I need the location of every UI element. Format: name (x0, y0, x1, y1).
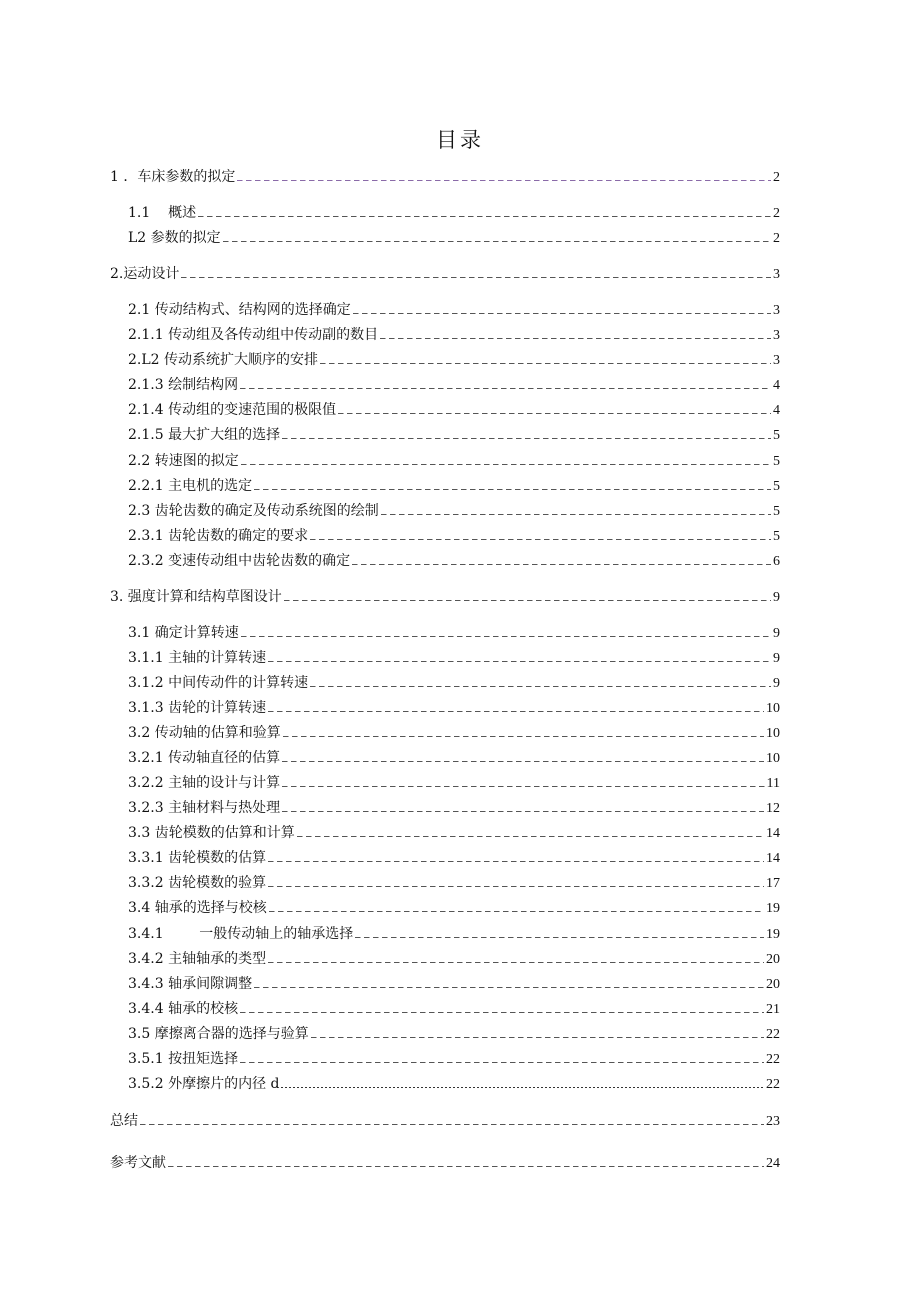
toc-entry-label: 3.1.3 齿轮的计算转速 (128, 700, 267, 716)
toc-entry[interactable] (128, 899, 780, 918)
toc-entry-label: L2 参数的拟定 (128, 230, 221, 246)
toc-entry[interactable] (128, 552, 780, 571)
toc-entry-label: 3.4.3 轴承间隙调整 (128, 976, 253, 992)
toc-entry[interactable] (110, 1154, 780, 1173)
toc-entry-label: 3.4.4 轴承的校核 (128, 1001, 239, 1017)
toc-leader (283, 736, 764, 737)
toc-leader (282, 438, 771, 439)
toc-entry[interactable] (128, 229, 780, 248)
toc-entry[interactable] (110, 265, 780, 284)
toc-leader (268, 962, 764, 963)
toc-entry-page: 3 (773, 328, 780, 343)
toc-entry-page: 19 (766, 927, 780, 942)
toc-entry-page: 14 (766, 851, 780, 866)
toc-entry-label: 3.2.1 传动轴直径的估算 (128, 750, 281, 766)
toc-entry[interactable] (128, 1025, 780, 1044)
toc-entry-label: 3.2.2 主轴的设计与计算 (128, 775, 281, 791)
toc-entry-page: 9 (773, 590, 780, 605)
toc-entry[interactable] (110, 168, 780, 187)
toc-entry-page: 10 (766, 751, 780, 766)
toc-leader (268, 711, 764, 712)
toc-entry-page: 14 (766, 826, 780, 841)
toc-entry-label: 2.运动设计 (110, 266, 180, 282)
toc-entry-label: 2.2 转速图的拟定 (128, 453, 239, 469)
toc-entry-page: 22 (766, 1077, 780, 1092)
toc-leader (281, 1087, 764, 1088)
toc-entry-page: 9 (773, 626, 780, 641)
toc-leader (338, 413, 771, 414)
toc-entry-label: 3.1.1 主轴的计算转速 (128, 650, 267, 666)
toc-entry-page: 21 (766, 1002, 780, 1017)
toc-leader (355, 937, 764, 938)
toc-entry-label: 2.3.2 变速传动组中齿轮齿数的确定 (128, 553, 351, 569)
toc-entry-page: 20 (766, 952, 780, 967)
toc-entry-label: 3.2 传动轴的估算和验算 (128, 725, 281, 741)
toc-entry[interactable] (128, 724, 780, 743)
toc-title: 目录 (436, 128, 484, 152)
toc-entry-label: 3.1.2 中间传动件的计算转速 (128, 675, 309, 691)
toc-entry[interactable] (128, 477, 780, 496)
toc-entry-page: 22 (766, 1027, 780, 1042)
toc-entry[interactable] (128, 925, 780, 944)
toc-entry-page: 5 (773, 454, 780, 469)
toc-leader (240, 1062, 764, 1063)
toc-entry[interactable] (128, 326, 780, 345)
toc-entry-page: 4 (773, 403, 780, 418)
toc-entry-page: 2 (773, 170, 780, 185)
toc-entry[interactable] (128, 824, 780, 843)
toc-leader (254, 489, 771, 490)
toc-entry-page: 20 (766, 977, 780, 992)
toc-entry[interactable] (128, 674, 780, 693)
toc-leader (311, 1037, 764, 1038)
toc-leader (223, 241, 771, 242)
toc-leader (168, 1166, 764, 1167)
toc-leader (282, 786, 764, 787)
toc-entry-page: 5 (773, 529, 780, 544)
toc-entry[interactable] (128, 351, 780, 370)
toc-leader (241, 464, 771, 465)
toc-leader (380, 338, 771, 339)
toc-entry-label: 3.1 确定计算转速 (128, 625, 239, 641)
toc-entry-page: 11 (766, 776, 780, 791)
toc-entry-page: 5 (773, 504, 780, 519)
toc-entry[interactable] (128, 874, 780, 893)
toc-entry[interactable] (128, 950, 780, 969)
toc-leader (241, 636, 771, 637)
toc-leader (310, 686, 771, 687)
toc-entry-label: 2.L2 传动系统扩大顺序的安排 (128, 352, 319, 368)
toc-entry[interactable] (128, 749, 780, 768)
toc-entry-page: 19 (766, 901, 780, 916)
toc-entry-label: 2.3 齿轮齿数的确定及传动系统图的绘制 (128, 503, 379, 519)
toc-entry-label: 3.4 轴承的选择与校核 (128, 900, 267, 916)
toc-entry-page: 3 (773, 303, 780, 318)
toc-entry-page: 17 (766, 876, 780, 891)
toc-entry-label: 3.3.1 齿轮模数的估算 (128, 850, 267, 866)
toc-entry-label: 3.3 齿轮模数的估算和计算 (128, 825, 295, 841)
toc-entry-page: 5 (773, 479, 780, 494)
toc-entry[interactable] (128, 527, 780, 546)
toc-entry-page: 10 (766, 701, 780, 716)
toc-entry[interactable] (128, 426, 780, 445)
toc-leader (181, 277, 771, 278)
toc-entry-page: 5 (773, 428, 780, 443)
toc-entry-label: 2.1.3 绘制结构网 (128, 377, 239, 393)
toc-entry-label: 3.5 摩擦离合器的选择与验算 (128, 1026, 309, 1042)
toc-leader (268, 661, 771, 662)
toc-entry-label: 3.5.1 按扭矩选择 (128, 1051, 239, 1067)
toc-entry-page: 10 (766, 726, 780, 741)
toc-entry[interactable] (128, 699, 780, 718)
toc-entry[interactable] (110, 1112, 780, 1131)
toc-entry-label: 参考文献 (110, 1155, 166, 1171)
toc-entry-page: 2 (773, 231, 780, 246)
toc-entry[interactable] (128, 376, 780, 395)
toc-leader (310, 539, 771, 540)
toc-entry-label: 总结 (110, 1113, 138, 1129)
toc-entry-page: 3 (773, 267, 780, 282)
toc-entry[interactable] (128, 975, 780, 994)
toc-entry-label: 2.1.5 最大扩大组的选择 (128, 427, 281, 443)
toc-entry[interactable] (128, 204, 780, 223)
toc-entry-label: 3.3.2 齿轮模数的验算 (128, 875, 267, 891)
toc-leader (269, 911, 764, 912)
toc-entry[interactable] (128, 452, 780, 471)
toc-leader (284, 600, 771, 601)
toc-entry-label: 2.1.4 传动组的变速范围的极限值 (128, 402, 337, 418)
toc-leader (268, 861, 764, 862)
toc-leader (140, 1124, 764, 1125)
toc-leader (352, 564, 771, 565)
toc-leader (240, 1012, 764, 1013)
toc-entry-page: 2 (773, 206, 780, 221)
toc-entry-page: 4 (773, 378, 780, 393)
toc-entry[interactable] (128, 1075, 780, 1094)
toc-entry-label: 3.4.2 主轴轴承的类型 (128, 951, 267, 967)
toc-leader (353, 313, 771, 314)
toc-entry[interactable] (128, 1050, 780, 1069)
toc-entry-label: 2.1 传动结构式、结构网的选择确定 (128, 302, 351, 318)
toc-entry-label: 1.1 概述 (128, 205, 197, 221)
toc-entry-label: 3.4.1 一般传动轴上的轴承选择 (128, 926, 354, 942)
toc-entry-page: 6 (773, 554, 780, 569)
toc-leader (254, 987, 764, 988)
toc-leader (282, 761, 764, 762)
toc-leader (320, 363, 771, 364)
toc-entry-label: 1 ．车床参数的拟定 (110, 169, 236, 185)
toc-entry[interactable] (128, 1000, 780, 1019)
toc-entry-page: 22 (766, 1052, 780, 1067)
toc-entry-page: 3 (773, 353, 780, 368)
toc-entry-label: 2.1.1 传动组及各传动组中传动副的数目 (128, 327, 379, 343)
toc-entry-page: 9 (773, 676, 780, 691)
toc-leader (268, 886, 764, 887)
toc-entry-page: 12 (766, 801, 780, 816)
toc-entry-page: 23 (766, 1114, 780, 1129)
toc-entry[interactable] (128, 301, 780, 320)
toc-leader (381, 514, 771, 515)
toc-entry-page: 9 (773, 651, 780, 666)
toc-entry-label: 2.3.1 齿轮齿数的确定的要求 (128, 528, 309, 544)
toc-entry[interactable] (128, 849, 780, 868)
toc-leader (237, 180, 771, 181)
toc-entry[interactable] (128, 401, 780, 420)
toc-entry[interactable] (128, 799, 780, 818)
toc-entry[interactable] (128, 502, 780, 521)
toc-entry[interactable] (128, 774, 780, 793)
toc-entry-label: 3. 强度计算和结构草图设计 (110, 589, 282, 605)
toc-entry[interactable] (110, 588, 780, 607)
toc-entry[interactable] (128, 624, 780, 643)
toc-entry-label: 2.2.1 主电机的选定 (128, 478, 253, 494)
toc-entry-page: 24 (766, 1156, 780, 1171)
toc-entry-label: 3.5.2 外摩擦片的内径 d (128, 1076, 280, 1092)
toc-entry-label: 3.2.3 主轴材料与热处理 (128, 800, 281, 816)
toc-entry[interactable] (128, 649, 780, 668)
toc-leader (282, 811, 764, 812)
toc-leader (240, 388, 771, 389)
toc-leader (198, 216, 771, 217)
toc-leader (297, 836, 764, 837)
